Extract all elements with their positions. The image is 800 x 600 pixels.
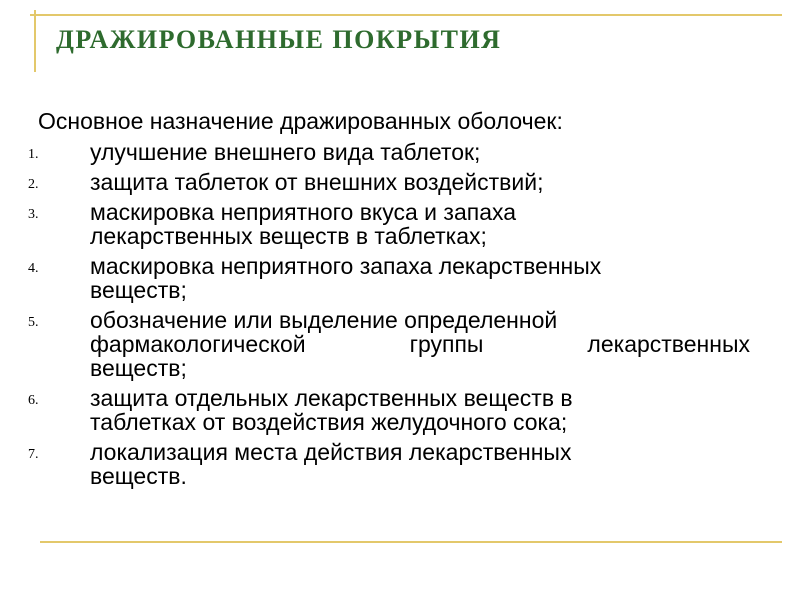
bottom-divider-line	[40, 541, 782, 543]
list-item-line: обозначение или выделение определенной	[90, 307, 558, 333]
intro-text: Основное назначение дражированных оболочек:	[38, 108, 563, 134]
list-item	[0, 440, 800, 488]
list-item-line: лекарственных веществ в таблетках;	[90, 223, 487, 249]
list-item-line: фармакологической группы лекарственных	[90, 331, 750, 357]
slide-title: ДРАЖИРОВАННЫЕ ПОКРЫТИЯ	[56, 25, 502, 54]
list-item-line: улучшение внешнего вида таблеток;	[90, 139, 481, 165]
list-item-number: 3.	[28, 207, 39, 222]
list-item-text	[90, 308, 750, 380]
list-item-number: 4.	[28, 261, 39, 276]
purpose-list	[0, 140, 800, 494]
list-item-line: веществ;	[90, 355, 187, 381]
list-item	[0, 170, 800, 194]
list-item	[0, 308, 800, 380]
list-item-number: 7.	[28, 447, 39, 462]
list-item-line: таблетках от воздействия желудочного сока;	[90, 409, 568, 435]
list-item-line: веществ;	[90, 277, 187, 303]
left-accent-line	[34, 10, 36, 72]
list-item-line: локализация места действия лекарственных	[90, 439, 572, 465]
list-item-text	[90, 170, 750, 194]
list-item	[0, 140, 800, 164]
list-item-text	[90, 200, 750, 248]
list-item	[0, 386, 800, 434]
list-item	[0, 254, 800, 302]
list-item	[0, 200, 800, 248]
list-item-text	[90, 140, 750, 164]
list-item-text	[90, 440, 750, 488]
list-item-number: 6.	[28, 393, 39, 408]
list-item-line: защита таблеток от внешних воздействий;	[90, 169, 544, 195]
list-item-line: защита отдельных лекарственных веществ в	[90, 385, 573, 411]
list-item-number: 1.	[28, 147, 39, 162]
list-item-line: маскировка неприятного вкуса и запаха	[90, 199, 517, 225]
list-item-text	[90, 254, 750, 302]
top-divider-line	[30, 14, 782, 16]
list-item-number: 2.	[28, 177, 39, 192]
list-item-number: 5.	[28, 315, 39, 330]
list-item-line: маскировка неприятного запаха лекарственных	[90, 253, 602, 279]
list-item-text	[90, 386, 750, 434]
list-item-line: веществ.	[90, 463, 187, 489]
